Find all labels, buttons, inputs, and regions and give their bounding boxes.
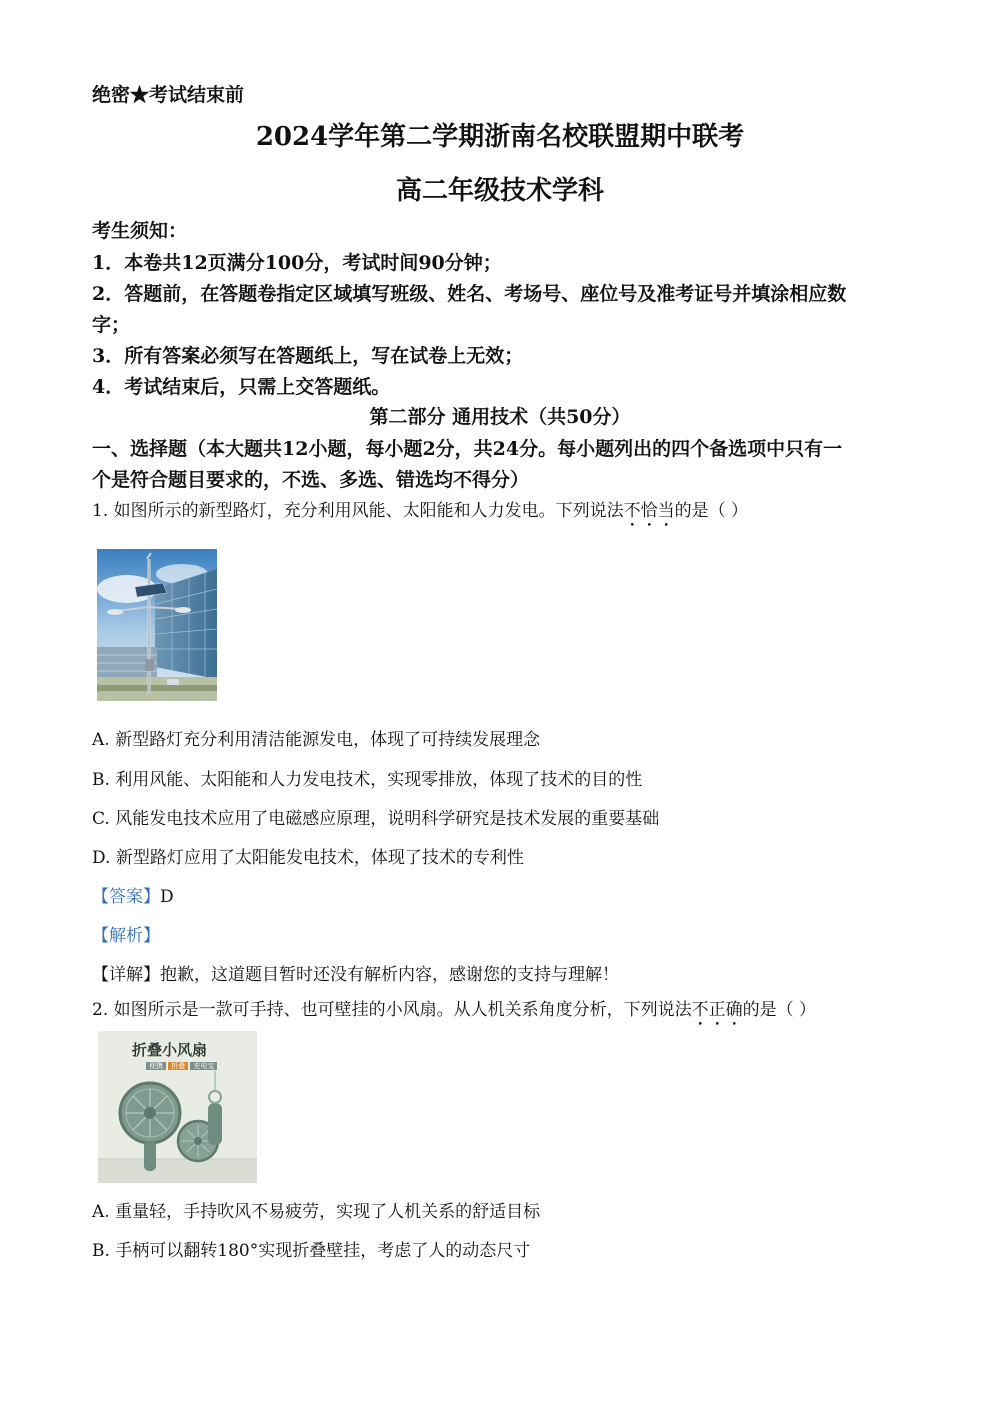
fan-image-title: 折叠小风扇 [132,1041,208,1059]
fan-picture [98,1031,257,1183]
question-1-stem [92,496,748,531]
fan-image [98,1031,257,1183]
question-2-stem [92,995,816,1030]
stem-text: 的是（ ） [742,1000,817,1020]
notice-item: 2．答题前，在答题卷指定区域填写班级、姓名、考场号、座位号及准考证号并填涂相应数 [92,283,847,305]
question-1-analysis-tag: 【解析】 [92,926,160,946]
stem-text: 2. 如图所示是一款可手持、也可壁挂的小风扇。从人机关系角度分析，下列说法 [92,1000,692,1020]
secret-label: 绝密★考试结束前 [92,84,245,106]
question-1-option-d: D. 新型路灯应用了太阳能发电技术，体现了技术的专利性 [92,848,524,868]
notice-item: 4．考试结束后，只需上交答题纸。 [92,376,391,398]
question-1-detail [92,960,619,985]
stem-text: 的是（ ） [674,501,749,521]
question-1-answer [92,882,174,907]
stem-text: 1. 如图所示的新型路灯，充分利用风能、太阳能和人力发电。下列说法 [92,501,624,521]
detail-text: 抱歉，这道题目暂时还没有解析内容，感谢您的支持与理解！ [160,965,619,985]
streetlight-picture [97,549,217,701]
question-2-option-b: B. 手柄可以翻转180°实现折叠壁挂，考虑了人的动态尺寸 [92,1241,531,1261]
question-1-option-a: A. 新型路灯充分利用清洁能源发电，体现了可持续发展理念 [92,730,541,750]
notice-item: 字； [92,314,131,336]
streetlight-image [97,549,217,701]
detail-tag: 【详解】 [92,965,160,985]
notice-item: 1．本卷共12页满分100分，考试时间90分钟； [92,252,502,274]
stem-emphasis: 不恰当 [623,501,675,521]
stem-emphasis: 不正确 [691,1000,743,1020]
question-1-option-b: B. 利用风能、太阳能和人力发电技术，实现零排放，体现了技术的目的性 [92,770,643,790]
answer-tag: 【答案】 [92,887,160,907]
notice-heading: 考生须知： [92,220,188,242]
fan-tag: 折叠 [168,1062,188,1070]
fan-tag: 充电宝 [190,1062,217,1070]
section-heading: 一、选择题（本大题共12小题，每小题2分，共24分。每小题列出的四个备选项中只有一 [92,438,843,460]
exam-title: 2024学年第二学期浙南名校联盟期中联考 [255,122,745,152]
fan-tag: 便携 [146,1062,166,1070]
question-2-option-a: A. 重量轻，手持吹风不易疲劳，实现了人机关系的舒适目标 [92,1202,541,1222]
section-heading-cont: 个是符合题目要求的，不选、多选、错选均不得分） [92,469,530,491]
part-title: 第二部分 通用技术（共50分） [369,406,631,428]
notice-item: 3．所有答案必须写在答题纸上，写在试卷上无效； [92,345,524,367]
answer-value: D [160,887,174,907]
question-1-option-c: C. 风能发电技术应用了电磁感应原理，说明科学研究是技术发展的重要基础 [92,809,660,829]
exam-subtitle: 高二年级技术学科 [395,176,604,206]
